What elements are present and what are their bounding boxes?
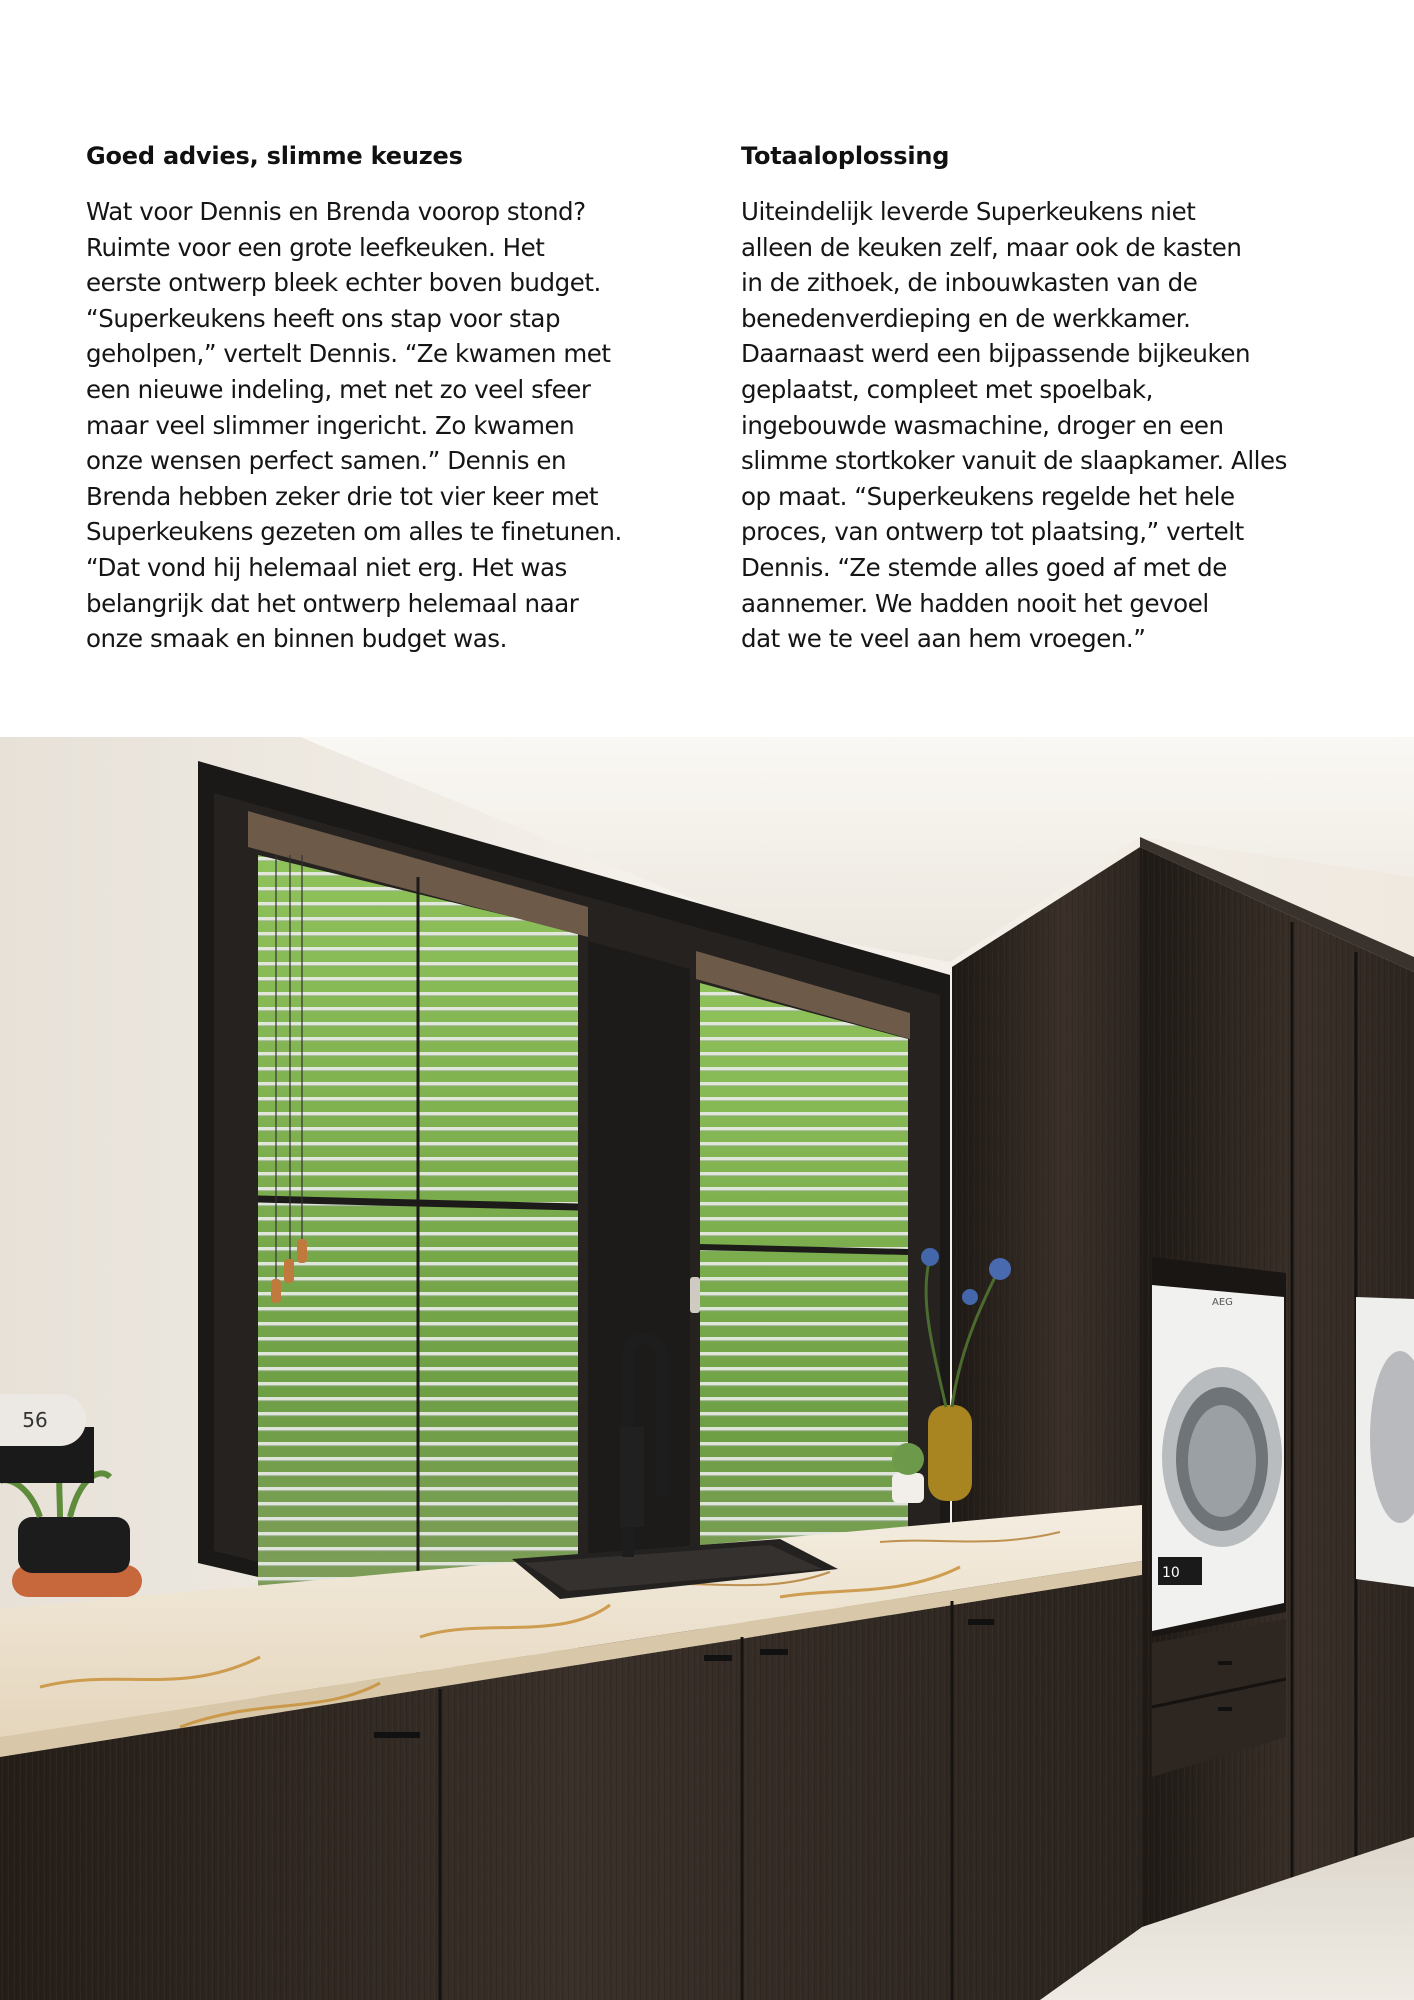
washer-energy-label: 10 — [1162, 1565, 1180, 1581]
washer-brand-text: AEG — [1212, 1297, 1233, 1308]
page-number-badge — [0, 1394, 86, 1446]
article-column-right — [741, 142, 1321, 657]
vase — [928, 1405, 972, 1501]
black-planter — [18, 1517, 130, 1573]
section-heading-total-solution: Totaaloplossing — [741, 142, 950, 170]
article-column-left — [86, 142, 666, 657]
section-body-advice: Wat voor Dennis en Brenda voorop stond? Ruimte voor een grote leefkeuken. Het eerste ontwerp bleek echter boven budget. “Superkeukens heeft ons stap voor stap geholpen,” vertelt Dennis. “Ze kwamen met een nieuwe indeling, met net zo veel sfeer maar veel slimmer ingericht. Zo kwamen onze wensen perfect samen.” Dennis en Brenda hebben zeker drie tot vier keer met Superkeukens gezeten om alles te finetunen. “Dat vond hij helemaal niet erg. Het was belangrijk dat het ontwerp helemaal naar onze smaak en binnen budget was. — [86, 197, 622, 654]
section-heading-advice: Goed advies, slimme keuzes — [86, 142, 463, 170]
page-number: 56 — [22, 1408, 48, 1432]
section-body-total-solution: Uiteindelijk leverde Superkeukens niet alleen de keuken zelf, maar ook de kasten in de zithoek, de inbouwkasten van de benedenverdieping en de werkkamer. Daarnaast werd een bijpassende bijkeuken geplaatst, compleet met spoelbak, ingebouwde wasmachine, droger en een slimme stortkoker vanuit de slaapkamer. Alles op maat. “Superkeukens regelde het hele proces, van ontwerp tot plaatsing,” vertelt Dennis. “Ze stemde alles goed af met de aannemer. We hadden nooit het gevoel dat we te veel aan hem vroegen.” — [741, 197, 1287, 654]
cabinet-handle — [374, 1732, 420, 1738]
small-plant-pot — [892, 1473, 924, 1503]
utility-room-photo — [0, 737, 1414, 2000]
